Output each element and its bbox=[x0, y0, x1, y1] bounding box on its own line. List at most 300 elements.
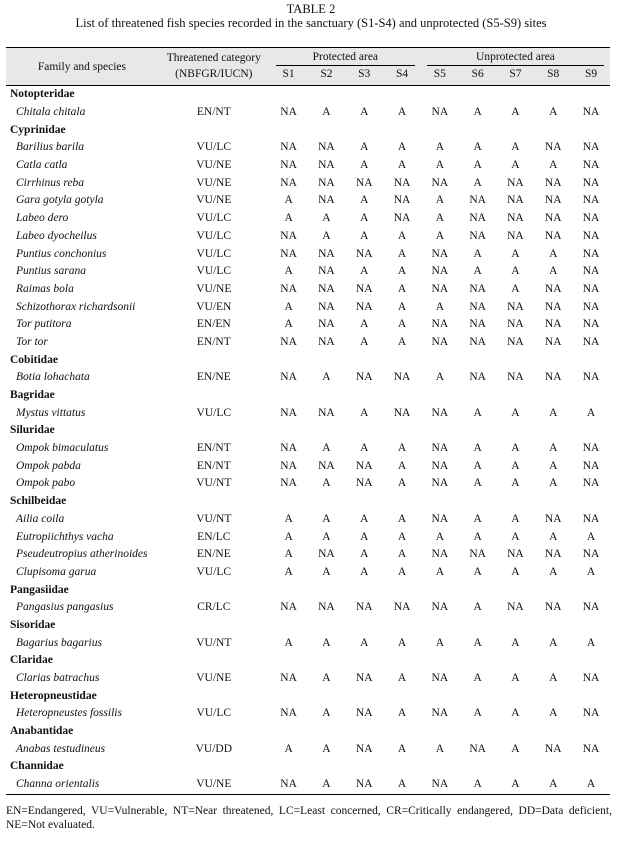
species-row bbox=[6, 316, 610, 334]
col-site-s5: S5 bbox=[421, 66, 459, 86]
site-status-s5: NA bbox=[431, 459, 449, 472]
site-status-s3: A bbox=[360, 141, 369, 154]
site-status-s4: A bbox=[397, 229, 407, 242]
site-status-s4: A bbox=[397, 247, 407, 260]
site-status-s2: A bbox=[322, 707, 331, 720]
site-status-s2: A bbox=[322, 565, 331, 578]
site-status-s9: NA bbox=[582, 548, 600, 561]
site-status-s9: NA bbox=[582, 194, 600, 207]
site-status-s1: NA bbox=[280, 141, 297, 154]
site-status-s8: A bbox=[549, 459, 558, 472]
site-status-s1: NA bbox=[280, 335, 297, 348]
family-name: Claridae bbox=[10, 654, 53, 667]
site-status-s7: A bbox=[511, 477, 520, 490]
site-status-s6: A bbox=[473, 707, 482, 720]
site-status-s8: A bbox=[549, 106, 558, 119]
site-status-s1: NA bbox=[280, 778, 297, 791]
family-name: Sisoridae bbox=[10, 618, 56, 631]
site-status-s4: A bbox=[397, 707, 407, 720]
site-status-s3: NA bbox=[355, 672, 373, 685]
family-name: Heteropneustidae bbox=[10, 689, 97, 702]
threat-category: VU/LC bbox=[196, 265, 232, 278]
site-status-s3: NA bbox=[355, 176, 373, 189]
family-name: Bagridae bbox=[10, 389, 55, 402]
footnote: EN=Endangered, VU=Vulnerable, NT=Near threatened, LC=Least concerned, CR=Critically endangered, DD=Data deficient, NE=Not evaluated. bbox=[6, 805, 612, 831]
family-row bbox=[6, 687, 610, 705]
site-status-s6: A bbox=[473, 141, 482, 154]
site-status-s5: NA bbox=[431, 335, 449, 348]
site-status-s8: A bbox=[549, 159, 558, 172]
site-status-s7: NA bbox=[507, 194, 524, 207]
species-table bbox=[6, 47, 610, 795]
site-status-s9: NA bbox=[582, 371, 600, 384]
site-status-s8: NA bbox=[544, 371, 562, 384]
site-status-s5: NA bbox=[431, 512, 449, 525]
site-status-s1: A bbox=[284, 512, 293, 525]
family-row bbox=[6, 422, 610, 440]
site-status-s2: NA bbox=[318, 247, 335, 260]
site-status-s5: A bbox=[435, 530, 444, 543]
threat-category: VU/EN bbox=[196, 300, 232, 313]
threat-category: EN/NT bbox=[196, 106, 231, 119]
site-status-s4: A bbox=[397, 742, 407, 755]
site-status-s8: NA bbox=[544, 512, 562, 525]
site-status-s2: NA bbox=[318, 282, 335, 295]
site-status-s4: NA bbox=[393, 601, 411, 614]
site-status-s3: NA bbox=[355, 282, 373, 295]
species-name: Chitala chitala bbox=[16, 106, 86, 119]
species-name: Botia lohachata bbox=[16, 371, 90, 384]
site-status-s3: A bbox=[360, 106, 369, 119]
site-status-s9: NA bbox=[582, 229, 600, 242]
species-name: Catla catla bbox=[16, 159, 68, 172]
site-status-s9: NA bbox=[582, 300, 600, 313]
site-status-s9: NA bbox=[582, 141, 600, 154]
species-row bbox=[6, 210, 610, 228]
species-row bbox=[6, 740, 610, 758]
species-name: Ompok pabda bbox=[16, 459, 81, 472]
site-status-s1: NA bbox=[280, 282, 297, 295]
col-site-s7: S7 bbox=[497, 66, 535, 86]
threat-category: EN/NT bbox=[196, 335, 231, 348]
site-status-s5: NA bbox=[431, 406, 449, 419]
threat-category: CR/LC bbox=[197, 601, 231, 614]
species-row bbox=[6, 670, 610, 688]
site-status-s6: NA bbox=[469, 371, 486, 384]
site-status-s2: A bbox=[322, 477, 331, 490]
site-status-s8: NA bbox=[544, 141, 562, 154]
family-row bbox=[6, 758, 610, 776]
family-name: Channidae bbox=[10, 760, 64, 773]
site-status-s3: A bbox=[360, 335, 369, 348]
site-status-s5: NA bbox=[431, 601, 449, 614]
threat-category: VU/LC bbox=[196, 141, 232, 154]
species-name: Cirrhinus reba bbox=[16, 176, 85, 189]
threat-category: VU/NE bbox=[196, 194, 232, 207]
site-status-s1: NA bbox=[280, 601, 297, 614]
species-row bbox=[6, 157, 610, 175]
site-status-s5: NA bbox=[431, 106, 449, 119]
site-status-s9: NA bbox=[582, 442, 600, 455]
species-name: Clarias batrachus bbox=[16, 672, 100, 685]
site-status-s7: A bbox=[511, 707, 520, 720]
table-body bbox=[6, 86, 610, 795]
site-status-s2: NA bbox=[318, 406, 335, 419]
site-status-s2: NA bbox=[318, 601, 335, 614]
site-status-s4: A bbox=[397, 778, 407, 791]
species-name: Anabas testudineus bbox=[16, 742, 106, 755]
site-status-s2: A bbox=[322, 742, 331, 755]
site-status-s3: NA bbox=[355, 477, 373, 490]
site-status-s3: A bbox=[360, 512, 369, 525]
site-status-s5: NA bbox=[431, 247, 449, 260]
site-status-s7: A bbox=[511, 247, 520, 260]
site-status-s9: NA bbox=[582, 459, 600, 472]
species-row bbox=[6, 705, 610, 723]
site-status-s6: NA bbox=[469, 194, 486, 207]
site-status-s8: NA bbox=[544, 548, 562, 561]
species-row bbox=[6, 546, 610, 564]
site-status-s4: A bbox=[397, 300, 407, 313]
site-status-s2: NA bbox=[318, 335, 335, 348]
col-site-s8: S8 bbox=[534, 66, 572, 86]
site-status-s9: NA bbox=[582, 282, 600, 295]
site-status-s8: NA bbox=[544, 335, 562, 348]
site-status-s6: A bbox=[473, 530, 482, 543]
site-status-s8: NA bbox=[544, 212, 562, 225]
table-caption bbox=[0, 2, 622, 30]
site-status-s9: NA bbox=[582, 335, 600, 348]
col-site-s4: S4 bbox=[383, 66, 421, 86]
site-status-s8: NA bbox=[544, 601, 562, 614]
site-status-s1: NA bbox=[280, 672, 297, 685]
species-row bbox=[6, 104, 610, 122]
site-status-s2: A bbox=[322, 229, 331, 242]
site-status-s9: NA bbox=[582, 159, 600, 172]
family-name: Anabantidae bbox=[10, 725, 74, 738]
site-status-s9: NA bbox=[582, 318, 600, 331]
site-status-s8: A bbox=[549, 565, 558, 578]
site-status-s2: A bbox=[322, 636, 331, 649]
threat-category: VU/LC bbox=[196, 247, 232, 260]
site-status-s6: A bbox=[473, 672, 482, 685]
table-header bbox=[6, 48, 610, 86]
site-status-s9: A bbox=[586, 636, 596, 649]
site-status-s1: NA bbox=[280, 176, 297, 189]
site-status-s3: A bbox=[360, 229, 369, 242]
group-unprotected-area bbox=[421, 48, 610, 67]
family-name: Notopteridae bbox=[10, 88, 75, 101]
col-site-s6: S6 bbox=[459, 66, 497, 86]
species-name: Ompok pabo bbox=[16, 477, 76, 490]
site-status-s2: A bbox=[322, 371, 331, 384]
site-status-s6: NA bbox=[469, 212, 486, 225]
family-name: Cyprinidae bbox=[10, 123, 66, 136]
group-protected-area bbox=[270, 48, 421, 67]
site-status-s5: NA bbox=[431, 707, 449, 720]
site-status-s1: NA bbox=[280, 459, 297, 472]
species-row bbox=[6, 457, 610, 475]
site-status-s7: A bbox=[511, 442, 520, 455]
site-status-s9: NA bbox=[582, 106, 600, 119]
site-status-s5: A bbox=[435, 141, 444, 154]
site-status-s6: A bbox=[473, 636, 482, 649]
species-row bbox=[6, 139, 610, 157]
site-status-s5: A bbox=[435, 229, 444, 242]
site-status-s5: A bbox=[435, 565, 444, 578]
site-status-s4: A bbox=[397, 512, 407, 525]
site-status-s3: A bbox=[360, 530, 369, 543]
site-status-s1: A bbox=[284, 636, 293, 649]
site-status-s3: NA bbox=[355, 601, 373, 614]
species-row bbox=[6, 334, 610, 352]
site-status-s2: A bbox=[322, 672, 331, 685]
col-site-s3: S3 bbox=[345, 66, 383, 86]
site-status-s8: A bbox=[549, 707, 558, 720]
species-row bbox=[6, 475, 610, 493]
threat-category: VU/NE bbox=[196, 778, 232, 791]
site-status-s4: A bbox=[397, 565, 407, 578]
site-status-s6: A bbox=[473, 247, 482, 260]
species-name: Pangasius pangasius bbox=[16, 601, 114, 614]
site-status-s6: A bbox=[473, 778, 482, 791]
species-name: Tor putitora bbox=[16, 318, 72, 331]
species-name: Labeo dyocheilus bbox=[16, 229, 97, 242]
site-status-s1: NA bbox=[280, 442, 297, 455]
site-status-s4: A bbox=[397, 442, 407, 455]
site-status-s1: NA bbox=[280, 106, 297, 119]
site-status-s7: NA bbox=[507, 212, 524, 225]
threat-category: VU/NE bbox=[196, 672, 232, 685]
site-status-s5: A bbox=[435, 212, 444, 225]
threat-category: VU/NT bbox=[196, 512, 232, 525]
site-status-s3: A bbox=[360, 318, 369, 331]
col-family-species: Family and species bbox=[6, 48, 158, 86]
protected-area-label: Protected area bbox=[276, 50, 415, 66]
site-status-s8: NA bbox=[544, 282, 562, 295]
species-name: Ompok bimaculatus bbox=[16, 442, 109, 455]
species-name: Pseudeutropius atherinoides bbox=[16, 548, 148, 561]
site-status-s3: A bbox=[360, 565, 369, 578]
site-status-s8: NA bbox=[544, 194, 562, 207]
site-status-s5: A bbox=[435, 300, 444, 313]
species-row bbox=[6, 528, 610, 546]
site-status-s4: NA bbox=[393, 371, 411, 384]
family-row bbox=[6, 121, 610, 139]
site-status-s9: NA bbox=[582, 672, 600, 685]
species-row bbox=[6, 369, 610, 387]
threat-category: EN/NE bbox=[196, 548, 231, 561]
site-status-s5: NA bbox=[431, 778, 449, 791]
site-status-s3: NA bbox=[355, 371, 373, 384]
site-status-s7: A bbox=[511, 265, 520, 278]
site-status-s1: NA bbox=[280, 371, 297, 384]
site-status-s7: A bbox=[511, 778, 520, 791]
site-status-s2: NA bbox=[318, 459, 335, 472]
site-status-s8: NA bbox=[544, 318, 562, 331]
site-status-s5: A bbox=[435, 636, 444, 649]
site-status-s9: A bbox=[586, 565, 596, 578]
threat-category: EN/NT bbox=[196, 459, 231, 472]
site-status-s6: A bbox=[473, 477, 482, 490]
species-row bbox=[6, 511, 610, 529]
threat-category: VU/NE bbox=[196, 176, 232, 189]
species-name: Clupisoma garua bbox=[16, 565, 97, 578]
site-status-s1: NA bbox=[280, 707, 297, 720]
species-row bbox=[6, 281, 610, 299]
site-status-s8: A bbox=[549, 672, 558, 685]
species-row bbox=[6, 263, 610, 281]
species-row bbox=[6, 192, 610, 210]
site-status-s9: A bbox=[586, 406, 596, 419]
species-row bbox=[6, 776, 610, 794]
site-status-s8: NA bbox=[544, 300, 562, 313]
site-status-s4: A bbox=[397, 477, 407, 490]
site-status-s7: NA bbox=[507, 371, 524, 384]
site-status-s8: A bbox=[549, 530, 558, 543]
site-status-s6: NA bbox=[469, 548, 486, 561]
site-status-s6: A bbox=[473, 512, 482, 525]
site-status-s9: A bbox=[586, 530, 596, 543]
threat-category: VU/NE bbox=[196, 282, 232, 295]
site-status-s3: A bbox=[360, 442, 369, 455]
site-status-s9: NA bbox=[582, 265, 600, 278]
species-name: Gara gotyla gotyla bbox=[16, 194, 104, 207]
site-status-s4: A bbox=[397, 159, 407, 172]
site-status-s3: A bbox=[360, 194, 369, 207]
site-status-s4: A bbox=[397, 335, 407, 348]
site-status-s5: NA bbox=[431, 318, 449, 331]
site-status-s9: NA bbox=[582, 512, 600, 525]
site-status-s1: A bbox=[284, 212, 293, 225]
species-name: Channa orientalis bbox=[16, 778, 100, 791]
family-row bbox=[6, 652, 610, 670]
site-status-s4: A bbox=[397, 265, 407, 278]
species-row bbox=[6, 634, 610, 652]
site-status-s5: A bbox=[435, 371, 444, 384]
site-status-s7: NA bbox=[507, 300, 524, 313]
species-name: Tor tor bbox=[16, 335, 48, 348]
threat-category: VU/LC bbox=[196, 229, 232, 242]
site-status-s5: NA bbox=[431, 672, 449, 685]
table-title: List of threatened fish species recorded in the sanctuary (S1-S4) and unprotected (S5-S9) sites bbox=[75, 16, 547, 30]
threat-category: VU/DD bbox=[195, 742, 232, 755]
site-status-s4: A bbox=[397, 672, 407, 685]
col-site-s9: S9 bbox=[572, 66, 610, 86]
site-status-s9: NA bbox=[582, 176, 600, 189]
site-status-s7: NA bbox=[507, 176, 524, 189]
site-status-s6: NA bbox=[469, 229, 486, 242]
site-status-s4: A bbox=[397, 530, 407, 543]
site-status-s6: A bbox=[473, 565, 482, 578]
threat-category: EN/NE bbox=[196, 371, 231, 384]
site-status-s7: A bbox=[511, 406, 520, 419]
site-status-s2: A bbox=[322, 106, 331, 119]
site-status-s3: A bbox=[360, 548, 369, 561]
site-status-s7: A bbox=[511, 742, 520, 755]
site-status-s2: NA bbox=[318, 194, 335, 207]
species-name: Puntius sarana bbox=[16, 265, 86, 278]
site-status-s8: A bbox=[549, 406, 558, 419]
threat-category: EN/LC bbox=[197, 530, 231, 543]
family-name: Pangasiidae bbox=[10, 583, 69, 596]
site-status-s7: NA bbox=[507, 318, 524, 331]
site-status-s3: A bbox=[360, 159, 369, 172]
species-name: Eutropiichthys vacha bbox=[16, 530, 114, 543]
site-status-s4: A bbox=[397, 318, 407, 331]
site-status-s7: A bbox=[511, 159, 520, 172]
site-status-s2: NA bbox=[318, 548, 335, 561]
site-status-s1: A bbox=[284, 548, 293, 561]
site-status-s6: NA bbox=[469, 282, 486, 295]
family-row bbox=[6, 387, 610, 405]
site-status-s5: NA bbox=[431, 265, 449, 278]
site-status-s6: A bbox=[473, 406, 482, 419]
species-name: Labeo dero bbox=[16, 212, 69, 225]
site-status-s8: A bbox=[549, 442, 558, 455]
site-status-s7: NA bbox=[507, 601, 524, 614]
species-name: Raimas bola bbox=[16, 282, 74, 295]
species-row bbox=[6, 174, 610, 192]
site-status-s4: NA bbox=[393, 194, 411, 207]
family-row bbox=[6, 351, 610, 369]
site-status-s1: NA bbox=[280, 229, 297, 242]
site-status-s1: NA bbox=[280, 247, 297, 260]
site-status-s9: NA bbox=[582, 247, 600, 260]
site-status-s3: NA bbox=[355, 778, 373, 791]
site-status-s8: A bbox=[549, 477, 558, 490]
site-status-s5: NA bbox=[431, 548, 449, 561]
col-category-line1: Threatened category bbox=[158, 48, 270, 67]
site-status-s1: A bbox=[284, 565, 293, 578]
site-status-s9: NA bbox=[582, 707, 600, 720]
table-number: TABLE 2 bbox=[286, 2, 336, 16]
site-status-s1: A bbox=[284, 265, 293, 278]
species-name: Mystus vittatus bbox=[16, 406, 86, 419]
site-status-s2: A bbox=[322, 212, 331, 225]
threat-category: EN/NT bbox=[196, 442, 231, 455]
species-name: Barilius barila bbox=[16, 141, 85, 154]
site-status-s4: A bbox=[397, 106, 407, 119]
site-status-s7: NA bbox=[507, 548, 524, 561]
site-status-s4: A bbox=[397, 282, 407, 295]
threat-category: VU/LC bbox=[196, 565, 232, 578]
site-status-s5: NA bbox=[431, 176, 449, 189]
col-site-s2: S2 bbox=[308, 66, 346, 86]
site-status-s4: NA bbox=[393, 212, 411, 225]
site-status-s7: A bbox=[511, 636, 520, 649]
site-status-s6: NA bbox=[469, 300, 486, 313]
site-status-s6: A bbox=[473, 601, 482, 614]
site-status-s9: NA bbox=[582, 477, 600, 490]
site-status-s3: NA bbox=[355, 247, 373, 260]
col-site-s1: S1 bbox=[270, 66, 308, 86]
site-status-s7: A bbox=[511, 530, 520, 543]
site-status-s6: NA bbox=[469, 335, 486, 348]
unprotected-area-label: Unprotected area bbox=[427, 50, 604, 66]
site-status-s3: A bbox=[360, 212, 369, 225]
site-status-s8: NA bbox=[544, 229, 562, 242]
family-row bbox=[6, 493, 610, 511]
site-status-s6: A bbox=[473, 159, 482, 172]
site-status-s3: NA bbox=[355, 300, 373, 313]
site-status-s4: NA bbox=[393, 176, 411, 189]
species-name: Heteropneustes fossilis bbox=[16, 707, 122, 720]
site-status-s6: A bbox=[473, 176, 482, 189]
site-status-s9: A bbox=[586, 778, 596, 791]
site-status-s2: A bbox=[322, 442, 331, 455]
species-row bbox=[6, 245, 610, 263]
